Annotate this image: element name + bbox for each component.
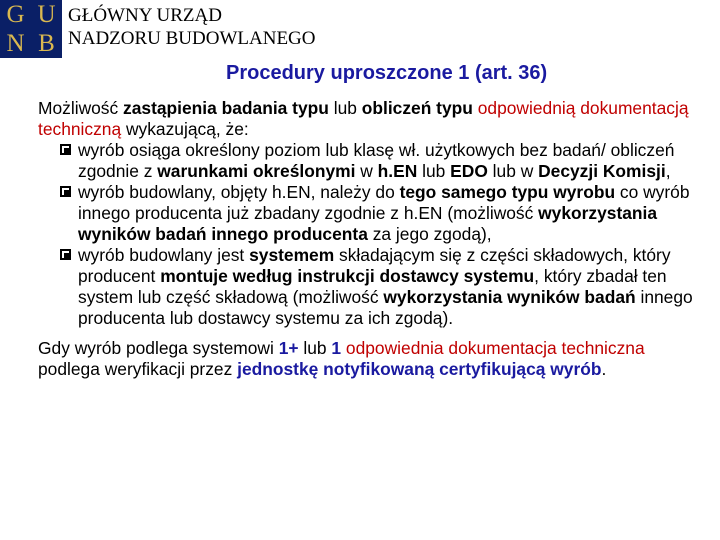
footer-text: Gdy wyrób podlega systemowi <box>38 338 279 358</box>
bullet-bold: systemem <box>249 245 335 265</box>
bullet-bold: wykorzystania wyników badań <box>383 287 636 307</box>
intro-text: Możliwość <box>38 98 124 118</box>
intro-paragraph <box>38 98 704 140</box>
bullet-text: , który zbadał ten system lub część składową (możliwość <box>78 266 667 307</box>
intro-bold: obliczeń typu <box>361 98 473 118</box>
bullet-text: lub <box>417 161 451 181</box>
footer-text: . <box>601 359 607 379</box>
footer-paragraph <box>38 338 704 380</box>
bullet-item <box>40 182 704 245</box>
bullet-text: za jego zgodą), <box>367 224 492 244</box>
logo-letter: B <box>38 30 55 57</box>
slide-content <box>38 98 704 380</box>
logo-letter: G <box>6 1 25 28</box>
bullet-text: , <box>665 161 671 181</box>
logo-letter: U <box>37 1 56 28</box>
checkbox-bullet-icon <box>60 144 71 155</box>
intro-red: odpowiednią dokumentacją techniczną <box>38 98 689 139</box>
bullet-bold: wykorzystania wyników badań innego producenta <box>78 203 658 244</box>
bullet-text: lub w <box>487 161 539 181</box>
bullet-bold: warunkami określonymi <box>157 161 356 181</box>
bullet-text: innego producenta lub dostawcy systemu za ich zgodą). <box>78 287 693 328</box>
bullet-text: wyrób budowlany, objęty h.EN, należy do <box>78 182 400 202</box>
bullet-text: co wyrób innego producenta już zbadany zgodnie z h.EN (możliwość <box>78 182 690 223</box>
bullet-text: w <box>355 161 378 181</box>
org-line-2: NADZORU BUDOWLANEGO <box>68 28 316 49</box>
bullet-text: wyrób osiąga określony poziom lub klasę wł. użytkowych bez badań/ obliczeń zgodnie z <box>78 140 675 181</box>
footer-text: podlega weryfikacji przez <box>38 359 238 379</box>
checkbox-bullet-icon <box>60 186 71 197</box>
bullet-bold: h.EN <box>377 161 418 181</box>
intro-text: lub <box>328 98 362 118</box>
footer-text: lub <box>298 338 332 358</box>
bullet-bold: Decyzji Komisji <box>538 161 666 181</box>
bullet-item <box>40 140 704 182</box>
gunb-logo <box>0 0 62 58</box>
footer-notified-body: jednostkę notyfikowaną certyfikującą wyrób <box>237 359 602 379</box>
intro-bold: zastąpienia badania typu <box>123 98 329 118</box>
footer-system: 1+ <box>278 338 299 358</box>
checkbox-bullet-icon <box>60 249 71 260</box>
logo-letter: N <box>6 30 25 57</box>
bullet-text: składającym się z części składowych, który producent <box>78 245 671 286</box>
bullet-text: wyrób budowlany jest <box>78 245 250 265</box>
bullet-bold: tego samego typu wyrobu <box>399 182 616 202</box>
bullet-list <box>38 140 704 329</box>
org-line-1: GŁÓWNY URZĄD <box>68 5 222 26</box>
footer-red: odpowiednia dokumentacja techniczna <box>345 338 645 358</box>
footer-system: 1 <box>331 338 342 358</box>
organization-name <box>68 4 316 50</box>
slide-title: Procedury uproszczone 1 (art. 36) <box>226 62 548 84</box>
bullet-bold: montuje według instrukcji dostawcy systemu <box>160 266 535 286</box>
bullet-item <box>40 245 704 329</box>
bullet-bold: EDO <box>450 161 488 181</box>
intro-text: wykazującą, że: <box>121 119 249 139</box>
